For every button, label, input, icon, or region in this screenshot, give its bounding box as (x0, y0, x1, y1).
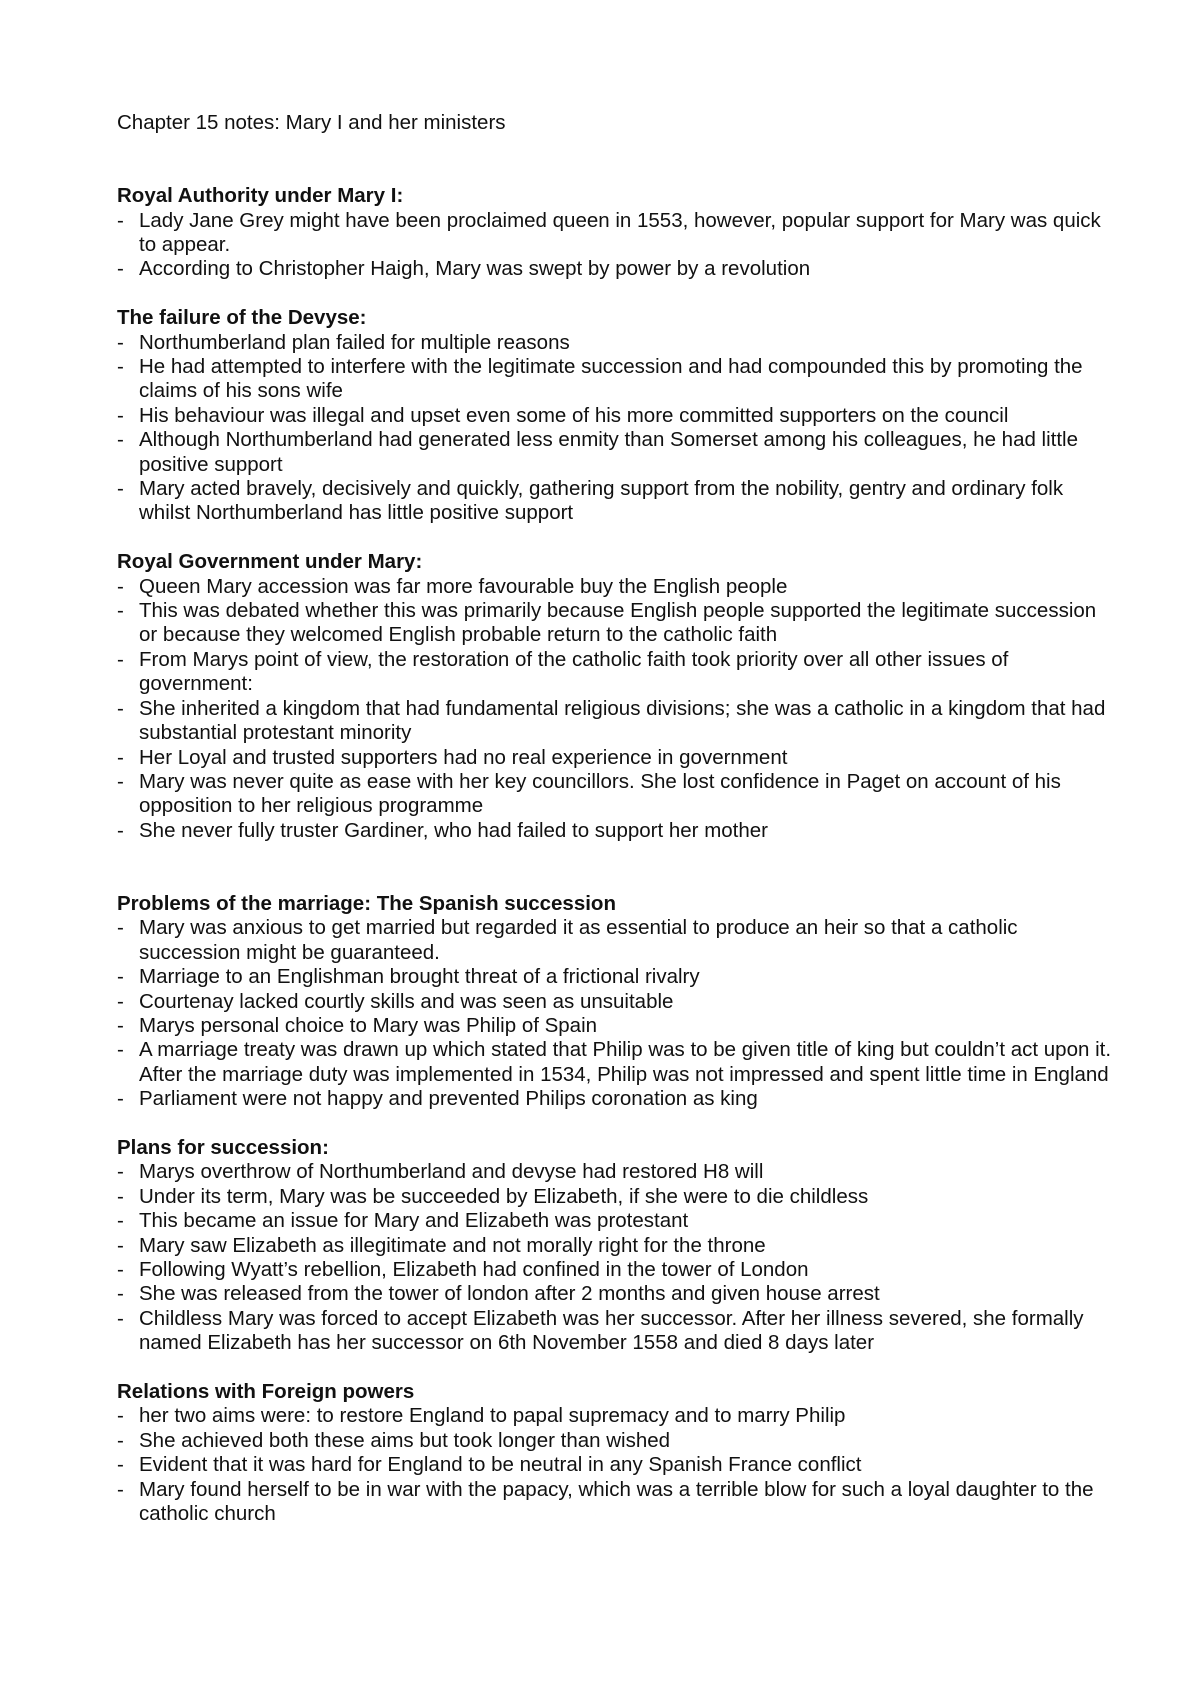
list-item: - Childless Mary was forced to accept Elizabeth was her successor. After her illness severed, she formally named Elizabeth has her successor on 6th November 1558 and died 8 days later (117, 1307, 1117, 1356)
list-item: - This became an issue for Mary and Elizabeth was protestant (117, 1209, 1117, 1233)
list-item: - She was released from the tower of london after 2 months and given house arrest (117, 1282, 1117, 1306)
list-item: - Marriage to an Englishman brought threat of a frictional rivalry (117, 965, 1117, 989)
list-item: - Marys personal choice to Mary was Philip of Spain (117, 1014, 1117, 1038)
bullet-list (117, 209, 1117, 282)
bullet-list (117, 331, 1117, 526)
list-item: - Following Wyatt’s rebellion, Elizabeth had confined in the tower of London (117, 1258, 1117, 1282)
list-item: - Mary found herself to be in war with the papacy, which was a terrible blow for such a loyal daughter to the catholic church (117, 1478, 1117, 1527)
section-problems-of-marriage (117, 892, 1117, 1112)
section-heading: Royal Government under Mary: (117, 550, 423, 574)
list-item: - She never fully truster Gardiner, who had failed to support her mother (117, 819, 1117, 843)
section-heading: Relations with Foreign powers (117, 1380, 415, 1404)
list-item: - Marys overthrow of Northumberland and devyse had restored H8 will (117, 1160, 1117, 1184)
list-item: - Under its term, Mary was be succeeded by Elizabeth, if she were to die childless (117, 1185, 1117, 1209)
list-item: - From Marys point of view, the restoration of the catholic faith took priority over all other issues of government: (117, 648, 1117, 697)
list-item: - Evident that it was hard for England to be neutral in any Spanish France conflict (117, 1453, 1117, 1477)
section-foreign-relations (117, 1380, 1117, 1526)
document-page (117, 111, 1117, 1526)
section-heading: Plans for succession: (117, 1135, 329, 1159)
list-item: - Although Northumberland had generated less enmity than Somerset among his colleagues, he had little positive support (117, 428, 1117, 477)
section-royal-government (117, 550, 1117, 843)
document-title: Chapter 15 notes: Mary I and her ministers (117, 111, 506, 134)
list-item: - Northumberland plan failed for multiple reasons (117, 331, 1117, 355)
section-heading: The failure of the Devyse: (117, 306, 367, 330)
bullet-list (117, 575, 1117, 843)
bullet-list (117, 1404, 1117, 1526)
section-heading: Royal Authority under Mary I: (117, 184, 404, 208)
list-item: - her two aims were: to restore England to papal supremacy and to marry Philip (117, 1404, 1117, 1428)
list-item: - Queen Mary accession was far more favourable buy the English people (117, 575, 1117, 599)
list-item: - Mary was anxious to get married but regarded it as essential to produce an heir so that a catholic succession might be guaranteed. (117, 916, 1117, 965)
list-item: - A marriage treaty was drawn up which stated that Philip was to be given title of king but couldn’t act upon it. After the marriage duty was implemented in 1534, Philip was not impressed and spent little time in England (117, 1038, 1117, 1087)
list-item: - Mary saw Elizabeth as illegitimate and not morally right for the throne (117, 1234, 1117, 1258)
list-item: - Mary was never quite as ease with her key councillors. She lost confidence in Paget on account of his opposition to her religious programme (117, 770, 1117, 819)
list-item: - According to Christopher Haigh, Mary was swept by power by a revolution (117, 257, 1117, 281)
list-item: - Her Loyal and trusted supporters had no real experience in government (117, 746, 1117, 770)
section-plans-for-succession (117, 1136, 1117, 1356)
list-item: - His behaviour was illegal and upset even some of his more committed supporters on the council (117, 404, 1117, 428)
list-item: - Parliament were not happy and prevented Philips coronation as king (117, 1087, 1117, 1111)
section-failure-of-devyse (117, 306, 1117, 526)
list-item: - Mary acted bravely, decisively and quickly, gathering support from the nobility, gentry and ordinary folk whilst Northumberland has little positive support (117, 477, 1117, 526)
bullet-list (117, 916, 1117, 1111)
list-item: - Lady Jane Grey might have been proclaimed queen in 1553, however, popular support for Mary was quick to appear. (117, 209, 1117, 258)
list-item: - She achieved both these aims but took longer than wished (117, 1429, 1117, 1453)
bullet-list (117, 1160, 1117, 1355)
list-item: - This was debated whether this was primarily because English people supported the legitimate succession or because they welcomed English probable return to the catholic faith (117, 599, 1117, 648)
list-item: - He had attempted to interfere with the legitimate succession and had compounded this by promoting the claims of his sons wife (117, 355, 1117, 404)
section-heading: Problems of the marriage: The Spanish succession (117, 891, 616, 915)
section-royal-authority (117, 184, 1117, 282)
list-item: - She inherited a kingdom that had fundamental religious divisions; she was a catholic in a kingdom that had substantial protestant minority (117, 697, 1117, 746)
list-item: - Courtenay lacked courtly skills and was seen as unsuitable (117, 990, 1117, 1014)
